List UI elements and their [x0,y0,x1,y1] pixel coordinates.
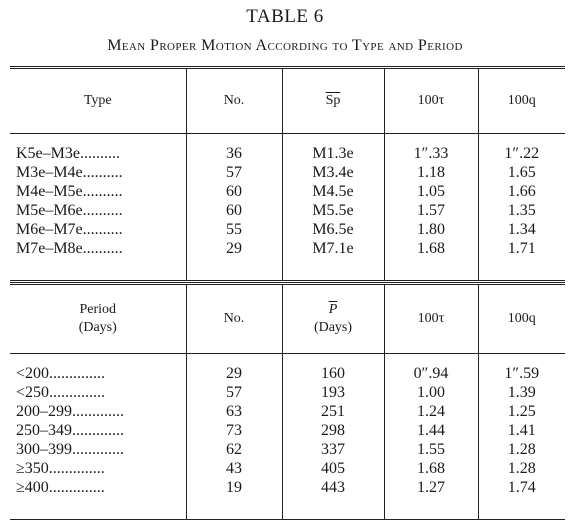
row-count: 57 [186,383,282,402]
header-period: Period (Days) [10,284,186,354]
row-mean: M5.5e [282,201,384,220]
table-row [10,201,565,220]
row-mean: 443 [282,478,384,497]
spacer [10,258,565,282]
table-title: TABLE 6 [246,6,324,27]
table-row [10,144,565,163]
header-count: No. [186,68,282,134]
table-row [10,478,565,497]
row-100tau: 1″.33 [384,144,478,163]
row-mean: 298 [282,421,384,440]
header-mean-spectrum: $\overline{Sp}$ [282,68,384,134]
row-100tau: 1.27 [384,478,478,497]
table-row [10,440,565,459]
row-count: 55 [186,220,282,239]
row-100q: 1.34 [478,220,565,239]
row-100q: 1.35 [478,201,565,220]
row-count: 57 [186,163,282,182]
row-100tau: 1.18 [384,163,478,182]
row-mean: 405 [282,459,384,478]
row-mean: 193 [282,383,384,402]
table-row [10,459,565,478]
type-table [10,66,565,283]
header-100tau: 100τ [384,68,478,134]
row-count: 43 [186,459,282,478]
row-100q: 1.28 [478,459,565,478]
row-label: M5e–M6e.......... [16,201,123,219]
row-100tau: 0″.94 [384,364,478,383]
header-100q: 100q [478,284,565,354]
period-table-header [10,284,565,354]
row-100tau: 1.00 [384,383,478,402]
row-mean: M4.5e [282,182,384,201]
row-100tau: 1.57 [384,201,478,220]
row-count: 29 [186,239,282,258]
row-100q: 1.41 [478,421,565,440]
row-count: 29 [186,364,282,383]
spacer [10,354,565,365]
row-mean: 251 [282,402,384,421]
row-count: 60 [186,201,282,220]
table-row [10,402,565,421]
header-count: No. [186,284,282,354]
spacer [10,134,565,145]
row-100q: 1.65 [478,163,565,182]
row-label: M4e–M5e.......... [16,182,123,200]
row-mean: 160 [282,364,384,383]
row-label: K5e–M3e.......... [16,144,120,162]
row-100q: 1.66 [478,182,565,201]
row-count: 19 [186,478,282,497]
table-row [10,220,565,239]
row-mean: M7.1e [282,239,384,258]
row-100q: 1.39 [478,383,565,402]
table-row [10,182,565,201]
row-label: ≥350.............. [16,459,105,477]
row-100tau: 1.05 [384,182,478,201]
row-100q: 1″.59 [478,364,565,383]
header-100tau: 100τ [384,284,478,354]
row-100tau: 1.68 [384,239,478,258]
row-label: <200.............. [16,364,106,382]
row-count: 62 [186,440,282,459]
row-label: ≥400.............. [16,478,105,496]
row-100q: 1.28 [478,440,565,459]
row-100q: 1.25 [478,402,565,421]
type-table-header [10,68,565,134]
header-type: Type [10,68,186,134]
row-100tau: 1.44 [384,421,478,440]
row-label: M7e–M8e.......... [16,239,123,257]
row-mean: 337 [282,440,384,459]
row-count: 36 [186,144,282,163]
row-label: 250–349............. [16,421,124,439]
period-table [10,282,565,520]
row-100tau: 1.80 [384,220,478,239]
table-row [10,364,565,383]
header-mean-period: $\overline{P}$ (Days) [282,284,384,354]
row-mean: M1.3e [282,144,384,163]
table-row [10,421,565,440]
table-row [10,383,565,402]
row-100tau: 1.24 [384,402,478,421]
row-100q: 1″.22 [478,144,565,163]
spacer [10,497,565,520]
row-label: M3e–M4e.......... [16,163,123,181]
row-label: 300–399............. [16,440,124,458]
row-100q: 1.74 [478,478,565,497]
row-label: <250.............. [16,383,106,401]
row-mean: M3.4e [282,163,384,182]
table-subtitle: Mean Proper Motion According to Type and Period [107,37,463,54]
row-100q: 1.71 [478,239,565,258]
row-count: 63 [186,402,282,421]
row-label: M6e–M7e.......... [16,220,123,238]
row-100tau: 1.68 [384,459,478,478]
table-row [10,163,565,182]
row-count: 60 [186,182,282,201]
row-mean: M6.5e [282,220,384,239]
row-count: 73 [186,421,282,440]
header-100q: 100q [478,68,565,134]
table-row [10,239,565,258]
row-label: 200–299............. [16,402,124,420]
row-100tau: 1.55 [384,440,478,459]
